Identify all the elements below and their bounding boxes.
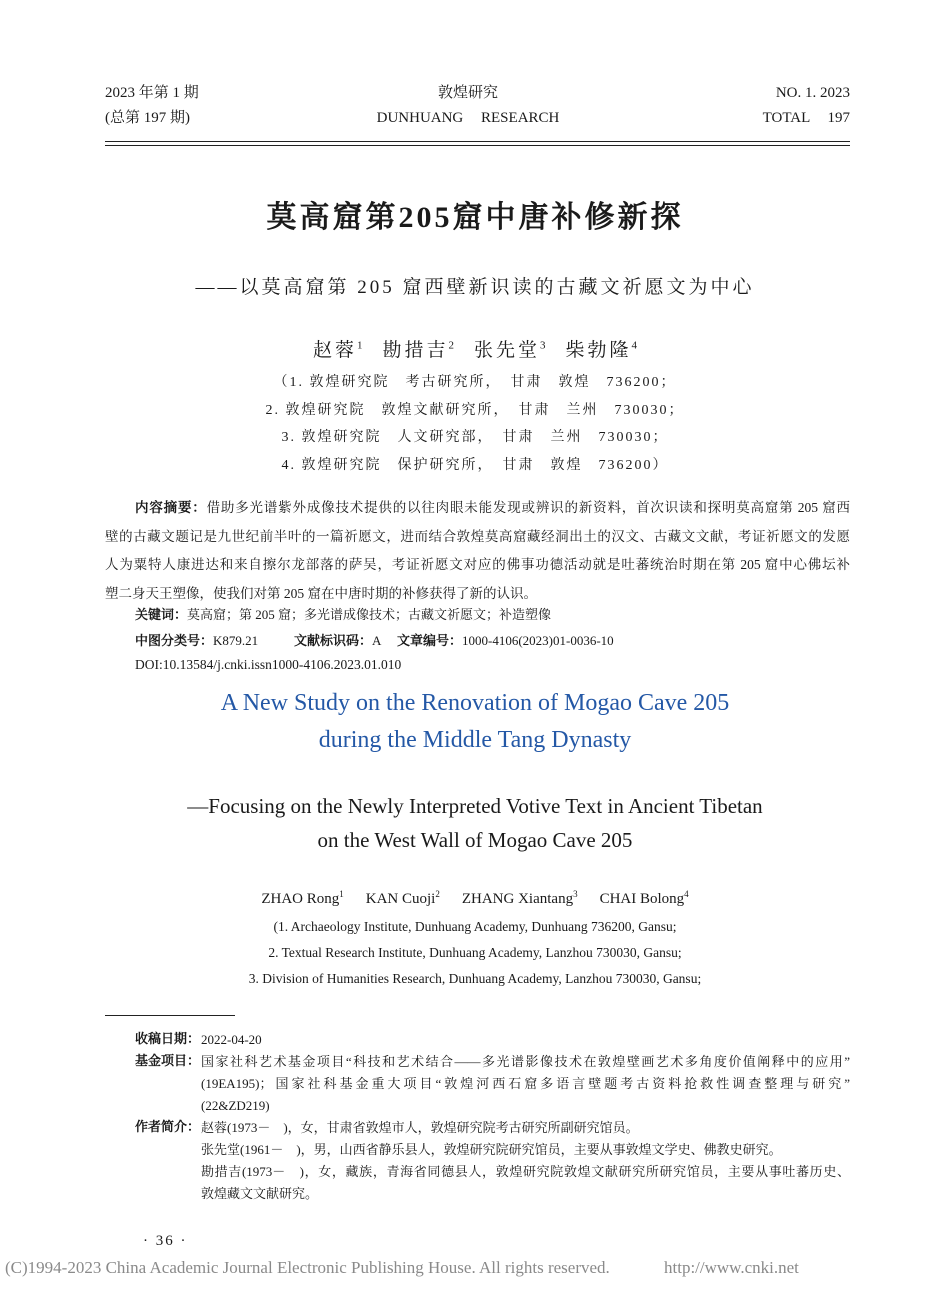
author-bio bbox=[135, 1117, 850, 1205]
title-en-line: A New Study on the Renovation of Mogao Cave 205 bbox=[220, 690, 730, 716]
header-left bbox=[105, 81, 199, 131]
subtitle-en-line: on the West Wall of Mogao Cave 205 bbox=[317, 828, 633, 852]
keywords bbox=[135, 604, 551, 627]
journal-name-en: DUNHUANG RESEARCH bbox=[376, 110, 560, 126]
author-cn: 勘措吉$^2$ bbox=[382, 339, 454, 361]
affiliation-en: 2. Textual Research Institute, Dunhuang Academy, Lanzhou 730030, Gansu; bbox=[268, 945, 682, 960]
authors-en bbox=[0, 889, 950, 909]
affiliation-cn: （1. 敦煌研究院 考古研究所， 甘肃 敦煌 736200； bbox=[273, 375, 677, 390]
funding-line: (19EA195)；国家社科基金重大项目“敦煌河西石窟多语言壁题考古资料抢救性调查整理与研究” bbox=[201, 1076, 850, 1091]
abstract-label: 内容摘要： bbox=[135, 500, 207, 516]
abstract-line: 内容摘要：借助多光谱紫外成像技术提供的以往肉眼未能发现或辨识的新资料，首次识读和探明莫高窟第 205 窟西 bbox=[135, 500, 851, 516]
author-en: CHAI Bolong$^4$ bbox=[599, 889, 689, 907]
doi: DOI:10.13584/j.cnki.issn1000-4106.2023.01.010 bbox=[135, 657, 402, 672]
keywords-label: 关键词： bbox=[135, 608, 188, 623]
clc-number: 中图分类号：K879.21 bbox=[135, 633, 259, 649]
keywords-text: 莫高窟；第 205 窟；多光谱成像技术；古藏文祈愿文；补造塑像 bbox=[187, 607, 552, 622]
affiliation-en: 3. Division of Humanities Research, Dunhuang Academy, Lanzhou 730030, Gansu; bbox=[248, 971, 702, 986]
funding-label: 基金项目： bbox=[135, 1054, 201, 1069]
bio-line: 敦煌藏文文献研究。 bbox=[201, 1186, 319, 1201]
article-number: 文章编号：1000-4106(2023)01-0036-10 bbox=[397, 633, 614, 649]
classification bbox=[135, 630, 614, 653]
journal-name-cn: 敦煌研究 bbox=[437, 85, 498, 101]
abstract-line: 人为粟特人康进达和来自擦尔龙部落的萨吴，考证祈愿文对应的佛事功德活动就是吐蕃统治时期在第 205 窟中心佛坛补 bbox=[105, 557, 850, 572]
funding bbox=[135, 1051, 850, 1117]
received-value: 2022-04-20 bbox=[201, 1032, 262, 1047]
header-right bbox=[763, 81, 850, 131]
funding-line: 国家社科艺术基金项目“科技和艺术结合——多光谱影像技术在敦煌壁画艺术多角度价值阐释中的应用” bbox=[201, 1054, 850, 1069]
cnki-url: http://www.cnki.net bbox=[664, 1258, 799, 1277]
author-en: KAN Cuoji$^2$ bbox=[365, 889, 440, 907]
total-issue-cn: (总第 197 期) bbox=[105, 110, 190, 126]
footnote-separator bbox=[105, 1015, 235, 1016]
author-cn: 柴勃隆$^4$ bbox=[565, 339, 638, 361]
affiliation-cn: 4. 敦煌研究院 保护研究所， 甘肃 敦煌 736200） bbox=[281, 458, 669, 474]
authors-cn bbox=[0, 338, 950, 364]
issue-number-cn: 2023 年第 1 期 bbox=[105, 85, 199, 101]
affiliations-cn bbox=[0, 369, 950, 480]
bio-line: 张先堂(1961－ )，男，山西省静乐县人，敦煌研究院研究馆员，主要从事敦煌文学史、佛教史研究。 bbox=[201, 1142, 782, 1157]
total-issue-en: TOTAL 197 bbox=[762, 110, 850, 126]
title-en-line: during the Middle Tang Dynasty bbox=[318, 727, 632, 753]
author-en: ZHAO Rong$^1$ bbox=[261, 889, 344, 907]
article-title-cn: 莫高窟第205窟中唐补修新探 bbox=[266, 201, 684, 234]
abstract-line: 塑二身天王塑像，使我们对第 205 窟在中唐时期的补修获得了新的认识。 bbox=[105, 585, 537, 601]
funding-line: (22&ZD219) bbox=[201, 1098, 270, 1113]
issue-number-en: NO. 1. 2023 bbox=[775, 85, 850, 101]
author-cn: 张先堂$^3$ bbox=[474, 339, 546, 361]
affiliation-cn: 3. 敦煌研究院 人文研究部， 甘肃 兰州 730030； bbox=[281, 430, 669, 446]
bio-label: 作者简介： bbox=[135, 1120, 201, 1135]
copyright-notice: (C)1994-2023 China Academic Journal Electronic Publishing House. All rights reserved. bbox=[5, 1258, 610, 1277]
received-label: 收稿日期： bbox=[135, 1032, 201, 1047]
affiliation-cn: 2. 敦煌研究院 敦煌文献研究所， 甘肃 兰州 730030； bbox=[265, 402, 685, 418]
article-subtitle-cn: ——以莫高窟第 205 窟西壁新识读的古藏文祈愿文为中心 bbox=[195, 277, 755, 298]
affiliation-en: (1. Archaeology Institute, Dunhuang Academy, Dunhuang 736200, Gansu; bbox=[273, 919, 677, 934]
bio-line: 赵蓉(1973－ )，女，甘肃省敦煌市人，敦煌研究院考古研究所副研究馆员。 bbox=[201, 1120, 639, 1135]
article-subtitle-en bbox=[0, 789, 950, 857]
subtitle-en-line: —Focusing on the Newly Interpreted Votive Text in Ancient Tibetan bbox=[187, 794, 763, 818]
received-date bbox=[135, 1029, 850, 1051]
document-code: 文献标识码：A bbox=[294, 633, 382, 649]
affiliations-en bbox=[0, 914, 950, 992]
header-journal bbox=[348, 81, 588, 131]
abstract-line: 壁的古藏文题记是九世纪前半叶的一篇祈愿文，进而结合敦煌莫高窟藏经洞出土的汉文、古藏文文献，考证祈愿文的发愿 bbox=[105, 528, 850, 544]
author-en: ZHANG Xiantang$^3$ bbox=[461, 889, 578, 907]
page-number: · 36 · bbox=[143, 1233, 188, 1249]
header-rule bbox=[105, 141, 850, 146]
abstract bbox=[105, 494, 850, 608]
bio-line: 勘措吉(1973－ )，女，藏族，青海省同德县人，敦煌研究院敦煌文献研究所研究馆员，主要从事吐蕃历史、 bbox=[201, 1164, 850, 1179]
footnotes bbox=[135, 1029, 850, 1205]
author-cn: 赵蓉$^1$ bbox=[312, 339, 363, 361]
article-title-en bbox=[0, 685, 950, 759]
